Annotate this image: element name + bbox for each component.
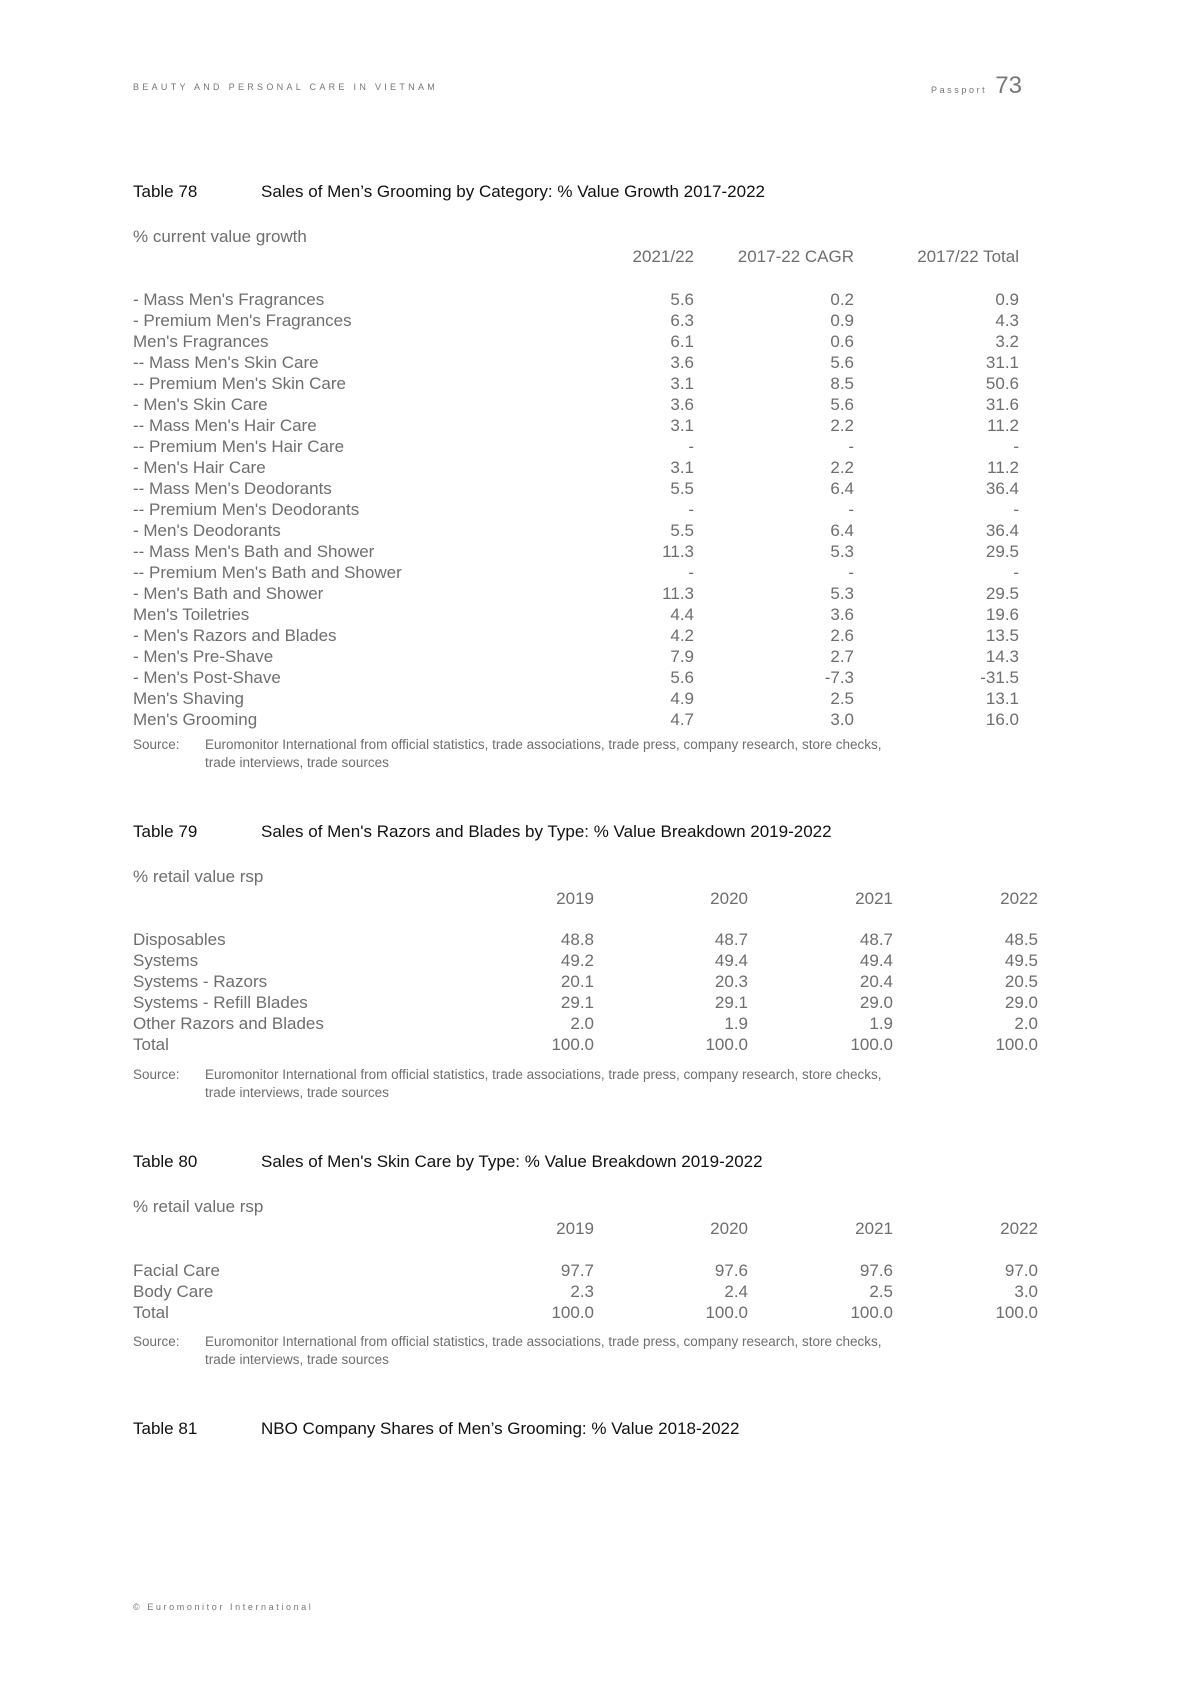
table-row: [133, 688, 1191, 709]
table-cell: 20.3: [714, 972, 748, 991]
table-cell: 97.7: [560, 1261, 594, 1280]
table-80-col-2021: 2021: [855, 1219, 893, 1238]
table-cell: -: [848, 500, 854, 519]
table-row: [133, 1281, 1191, 1302]
table-cell: 6.1: [670, 332, 694, 351]
table-cell: 19.6: [985, 605, 1019, 624]
table-cell: 3.0: [830, 710, 854, 729]
table-cell: -: [1013, 500, 1019, 519]
table-cell: 20.5: [1004, 972, 1038, 991]
table-cell: 36.4: [985, 521, 1019, 540]
table-cell: 31.6: [985, 395, 1019, 414]
table-cell: 4.2: [670, 626, 694, 645]
table-cell: 36.4: [985, 479, 1019, 498]
table-cell: 8.5: [830, 374, 854, 393]
row-label: Men's Grooming: [133, 710, 258, 729]
row-label: Systems: [133, 951, 199, 970]
table-cell: 11.3: [662, 542, 694, 561]
row-label: - Men's Pre-Shave: [133, 647, 274, 666]
table-row: [133, 478, 1191, 499]
table-cell: 11.2: [987, 416, 1019, 435]
table-title: Sales of Men's Razors and Blades by Type: % Value Breakdown 2019-2022: [261, 822, 832, 841]
table-cell: 4.7: [670, 710, 694, 729]
table-title: Sales of Men’s Grooming by Category: % Value Growth 2017-2022: [261, 182, 765, 201]
table-cell: 5.6: [670, 668, 694, 687]
table-cell: 5.3: [830, 584, 854, 603]
table-cell: 49.4: [859, 951, 893, 970]
table-cell: 3.1: [670, 374, 694, 393]
row-label: Men's Fragrances: [133, 332, 269, 351]
table-cell: 0.9: [830, 311, 854, 330]
table-cell: 49.5: [1004, 951, 1038, 970]
table-cell: 97.0: [1004, 1261, 1038, 1280]
table-number: Table 81: [133, 1419, 198, 1438]
table-cell: 2.5: [830, 689, 854, 708]
table-row: [133, 499, 1191, 520]
table-79-unit: % retail value rsp: [133, 867, 264, 886]
table-row: [133, 289, 1191, 310]
table-row: [133, 415, 1191, 436]
table-cell: 49.4: [714, 951, 748, 970]
table-row: [133, 562, 1191, 583]
table-cell: 3.6: [670, 395, 694, 414]
table-80-col-2020: 2020: [710, 1219, 748, 1238]
table-row: [133, 929, 1191, 950]
table-cell: 100.0: [995, 1035, 1038, 1054]
table-cell: 2.5: [869, 1282, 893, 1301]
table-cell: 2.6: [830, 626, 854, 645]
table-cell: 2.2: [830, 458, 854, 477]
table-cell: 16.0: [985, 710, 1019, 729]
table-cell: 48.7: [714, 930, 748, 949]
table-cell: -: [688, 563, 694, 582]
table-cell: 1.9: [724, 1014, 748, 1033]
row-label: -- Premium Men's Deodorants: [133, 500, 360, 519]
table-cell: 49.2: [560, 951, 594, 970]
row-label: - Premium Men's Fragrances: [133, 311, 352, 330]
table-cell: 2.3: [570, 1282, 594, 1301]
table-cell: 29.0: [1004, 993, 1038, 1012]
table-cell: -: [688, 437, 694, 456]
table-cell: 6.3: [670, 311, 694, 330]
table-row: [133, 520, 1191, 541]
row-label: Systems - Razors: [133, 972, 268, 991]
table-cell: 29.0: [859, 993, 893, 1012]
row-label: -- Premium Men's Bath and Shower: [133, 563, 402, 582]
source-label: Source:: [133, 1067, 180, 1082]
table-cell: 0.9: [995, 290, 1019, 309]
table-cell: -: [848, 437, 854, 456]
row-label: -- Mass Men's Bath and Shower: [133, 542, 375, 561]
table-cell: 5.6: [830, 395, 854, 414]
row-label: Disposables: [133, 930, 226, 949]
table-78-col-total: 2017/22 Total: [917, 247, 1019, 266]
table-cell: 100.0: [705, 1035, 748, 1054]
source-text: Euromonitor International from official statistics, trade associations, trade press, company research, store checks, trade interviews, trade sources: [205, 1067, 882, 1100]
table-cell: 0.6: [830, 332, 854, 351]
row-label: - Men's Deodorants: [133, 521, 281, 540]
table-cell: 5.5: [670, 521, 694, 540]
table-cell: 29.5: [985, 542, 1019, 561]
row-label: - Men's Hair Care: [133, 458, 266, 477]
table-row: [133, 971, 1191, 992]
table-row: [133, 1013, 1191, 1034]
table-cell: 6.4: [830, 479, 854, 498]
table-row: [133, 950, 1191, 971]
table-cell: 4.9: [670, 689, 694, 708]
table-cell: 3.6: [670, 353, 694, 372]
table-cell: 2.0: [570, 1014, 594, 1033]
table-cell: 13.1: [985, 689, 1019, 708]
table-cell: 29.1: [714, 993, 748, 1012]
table-row: [133, 709, 1191, 730]
table-row: [133, 310, 1191, 331]
table-79-col-2022: 2022: [1000, 889, 1038, 908]
table-cell: 5.6: [670, 290, 694, 309]
table-cell: -31.5: [980, 668, 1019, 687]
table-cell: 7.9: [670, 647, 694, 666]
table-78-col-2021-22: 2021/22: [632, 247, 694, 266]
row-label: - Men's Post-Shave: [133, 668, 281, 687]
table-cell: 100.0: [551, 1303, 594, 1322]
table-row: [133, 394, 1191, 415]
table-cell: 5.6: [830, 353, 854, 372]
row-label: -- Premium Men's Hair Care: [133, 437, 345, 456]
table-cell: 0.2: [830, 290, 854, 309]
table-title: Sales of Men's Skin Care by Type: % Value Breakdown 2019-2022: [261, 1152, 763, 1171]
row-label: Total: [133, 1035, 169, 1054]
table-cell: 29.5: [985, 584, 1019, 603]
table-cell: 11.2: [987, 458, 1019, 477]
table-cell: 29.1: [560, 993, 594, 1012]
table-cell: 13.5: [985, 626, 1019, 645]
table-80-col-2019: 2019: [556, 1219, 594, 1238]
table-cell: 3.1: [670, 416, 694, 435]
table-cell: 50.6: [985, 374, 1019, 393]
table-cell: 48.8: [560, 930, 594, 949]
table-cell: 20.4: [859, 972, 893, 991]
page-number: 73: [995, 72, 1022, 99]
table-cell: -: [1013, 437, 1019, 456]
source-text: Euromonitor International from official statistics, trade associations, trade press, company research, store checks, trade interviews, trade sources: [205, 1334, 882, 1367]
source-text: Euromonitor International from official statistics, trade associations, trade press, company research, store checks, trade interviews, trade sources: [205, 737, 882, 770]
table-cell: 5.5: [670, 479, 694, 498]
table-79-col-2019: 2019: [556, 889, 594, 908]
table-cell: 48.7: [859, 930, 893, 949]
table-79-col-2020: 2020: [710, 889, 748, 908]
table-row: [133, 646, 1191, 667]
table-cell: -: [848, 563, 854, 582]
page-header-right: [931, 72, 1022, 100]
table-cell: 97.6: [859, 1261, 893, 1280]
row-label: Other Razors and Blades: [133, 1014, 324, 1033]
table-cell: 5.3: [830, 542, 854, 561]
row-label: Systems - Refill Blades: [133, 993, 308, 1012]
table-cell: 100.0: [995, 1303, 1038, 1322]
table-cell: 11.3: [662, 584, 694, 603]
table-title: NBO Company Shares of Men’s Grooming: % Value 2018-2022: [261, 1419, 740, 1438]
table-cell: 20.1: [560, 972, 594, 991]
table-cell: 4.4: [670, 605, 694, 624]
row-label: Men's Toiletries: [133, 605, 250, 624]
table-cell: 2.2: [830, 416, 854, 435]
row-label: - Mass Men's Fragrances: [133, 290, 325, 309]
row-label: - Men's Razors and Blades: [133, 626, 337, 645]
row-label: -- Premium Men's Skin Care: [133, 374, 346, 393]
table-cell: 3.0: [1014, 1282, 1038, 1301]
document-header-title: BEAUTY AND PERSONAL CARE IN VIETNAM: [133, 82, 439, 92]
table-row: [133, 457, 1191, 478]
row-label: Men's Shaving: [133, 689, 244, 708]
table-row: [133, 1260, 1191, 1281]
table-row: [133, 1034, 1191, 1055]
table-number: Table 80: [133, 1152, 198, 1171]
table-row: [133, 373, 1191, 394]
table-row: [133, 604, 1191, 625]
row-label: Body Care: [133, 1282, 214, 1301]
table-cell: 100.0: [551, 1035, 594, 1054]
source-label: Source:: [133, 737, 180, 752]
table-row: [133, 436, 1191, 457]
table-cell: 100.0: [850, 1035, 893, 1054]
table-78-col-cagr: 2017-22 CAGR: [737, 247, 854, 266]
table-cell: 3.6: [830, 605, 854, 624]
table-row: [133, 667, 1191, 688]
row-label: -- Mass Men's Skin Care: [133, 353, 319, 372]
table-80-unit: % retail value rsp: [133, 1197, 264, 1216]
table-row: [133, 583, 1191, 604]
table-row: [133, 992, 1191, 1013]
table-cell: 2.7: [830, 647, 854, 666]
table-row: [133, 331, 1191, 352]
table-row: [133, 625, 1191, 646]
table-cell: -: [688, 500, 694, 519]
row-label: Facial Care: [133, 1261, 220, 1280]
table-cell: 6.4: [830, 521, 854, 540]
table-80-col-2022: 2022: [1000, 1219, 1038, 1238]
table-78-unit: % current value growth: [133, 227, 307, 246]
table-cell: 3.1: [670, 458, 694, 477]
table-cell: 3.2: [995, 332, 1019, 351]
table-cell: 4.3: [995, 311, 1019, 330]
table-cell: -7.3: [824, 668, 854, 687]
table-cell: 97.6: [714, 1261, 748, 1280]
table-row: [133, 1302, 1191, 1323]
source-label: Source:: [133, 1334, 180, 1349]
footer-copyright: © Euromonitor International: [133, 1602, 314, 1612]
table-79-col-2021: 2021: [855, 889, 893, 908]
table-cell: -: [1013, 563, 1019, 582]
table-cell: 14.3: [985, 647, 1019, 666]
row-label: - Men's Skin Care: [133, 395, 268, 414]
table-cell: 48.5: [1004, 930, 1038, 949]
table-cell: 1.9: [869, 1014, 893, 1033]
row-label: - Men's Bath and Shower: [133, 584, 324, 603]
table-number: Table 79: [133, 822, 198, 841]
table-cell: 2.4: [724, 1282, 748, 1301]
table-number: Table 78: [133, 182, 198, 201]
row-label: -- Mass Men's Deodorants: [133, 479, 332, 498]
table-row: [133, 352, 1191, 373]
passport-label: Passport: [930, 85, 988, 95]
table-cell: 2.0: [1014, 1014, 1038, 1033]
row-label: -- Mass Men's Hair Care: [133, 416, 317, 435]
table-row: [133, 541, 1191, 562]
table-cell: 31.1: [985, 353, 1019, 372]
table-cell: 100.0: [850, 1303, 893, 1322]
table-cell: 100.0: [705, 1303, 748, 1322]
row-label: Total: [133, 1303, 169, 1322]
